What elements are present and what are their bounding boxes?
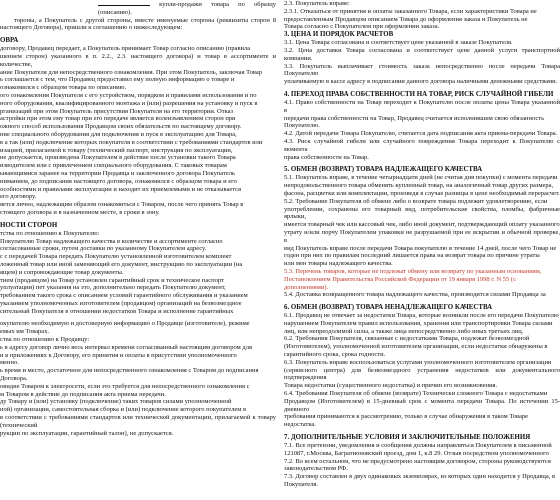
text-line: употреблении, сохранены его товарный вид, потребительские свойства, пломбы, фабричные ярлыки,: [284, 205, 560, 221]
text-line: годен при них по правилам последний лишается права на возврат товара по причине утраты: [284, 252, 540, 260]
text-line: окупателю необходимую и достоверную информацию о Продавце (изготовителе), режиме: [0, 320, 250, 328]
text-line: стоящего договора и в назначенном месте, в сроки в зону.: [0, 208, 160, 216]
text-line: ь соглашается с тем, что Продавец предоставил ему полную информацию о товаре и: [0, 76, 235, 84]
section-7-body: [284, 442, 560, 489]
text-line: ого ознакомления Покупателя с его устройством, порядком и правилами использования и по: [0, 91, 257, 99]
text-line: 4.1. Право собственности на Товар переходит к Покупателю после оплаты цены Товара указанной в: [284, 98, 560, 114]
text-line: 3.1. Цена Товара согласована и соответствует цене указанной в заказе Покупателя.: [284, 39, 513, 47]
text-line: с с передачей Товара передать Покупателю установленной изготовителем комплект: [0, 253, 232, 261]
text-line: ложенный товар или иной заменяющий его документ, инструкцию по эксплуатации (на: [0, 260, 243, 268]
text-line: Товара недостатки (существенного недостатка) и причин его возникновения.: [284, 382, 498, 390]
text-line: Товара согласно с Покупателем при оформлении заказа.: [284, 23, 440, 31]
text-line: тства по отношению к Покупателю:: [0, 229, 100, 237]
text-line: 5.1. Покупатель вправе, в течение четырнадцати дней (не считая дня покупки) с момента передачи: [284, 174, 558, 182]
text-line: яется лично, надлежащим образом ознакомиться с Товаром, после чего принять Товар в: [0, 201, 244, 209]
text-line: уплачиваемую в кассе адресу в подписании данного договора наличными денежными средствами.: [284, 78, 558, 86]
section-4-body: [284, 99, 560, 161]
text-line: ние специального оборудования для подключения и пуск в эксплуатацию для Товара,: [0, 130, 237, 138]
text-line: имеется товарный чек или кассовый чек, либо иной документ, подтверждающий оплату указанного: [284, 221, 560, 229]
text-line: изацией, прилагаемой к товару (технический паспорт, инструкция по эксплуатации,: [0, 146, 233, 154]
text-line: сительный Покупателя в отношении недостатков Товара и исполнение гарантийных: [0, 307, 234, 315]
text-line: изводителем или с привлечением специального оборудования. С таковых товарам: [0, 162, 227, 170]
text-line: требования принимаются к рассмотрению, только в случае обнаружения в таком Товаре: [284, 413, 529, 421]
text-line: ду Товару и (или) установку (подключение) таких товаров силами уполномоченной: [0, 398, 232, 406]
text-line: 6.2. Требования Покупателя, связанные с недостатками Товара, подлежат безвозмездной: [284, 335, 530, 343]
text-line: 5.3. Перечень товаров, которые не подлежат обмену или возврату по указанным основаниям,: [284, 267, 542, 275]
text-line: емых им Товарах.: [0, 328, 50, 336]
text-line: 6.3. Покупатель вправе воспользоваться услугами уполномоченного изготовителем организации: [284, 358, 552, 366]
text-line: м Товаром в действие до подписания акта приема передачи.: [0, 390, 166, 398]
document-title-line: [0, 0, 276, 17]
text-line: овидие Товаром к электросети, если это требуется для непосредственного ознакомления с: [0, 382, 250, 390]
text-line: 2.3.1. Отказаться от принятия и оплаты заказанного Товара, если характеристики Товара не: [284, 7, 537, 15]
text-line: Постановлением Правительства Российской Федерации от 19 января 1998 г. N 55 (с: [284, 275, 516, 283]
text-line: менно.: [0, 359, 19, 367]
text-line: нарушением Покупателем правил использования, хранения или транспортировки Товара силами: [284, 319, 553, 327]
text-line: договору, Продавец передает, а Покупатель принимает Товар согласно описанию (правила: [0, 45, 251, 53]
text-line: права собственности на Товар.: [284, 153, 369, 161]
text-line: 7.1. Все претензии, уведомления и сообщения должны направляться Покупателем в письменной: [284, 442, 552, 450]
text-line: ывающимися заранее на территории Продавца и заключенного договора Покупатель: [0, 169, 235, 177]
text-line: ного оборудования, квалифицированного монтажа и (или) разрешения на установку и пуск в: [0, 99, 258, 107]
text-line: согласованные сроки, путем доставки по указанному Покупателем адресу.: [0, 245, 207, 253]
right-column: [284, 0, 560, 500]
text-line: ства по отношению к Продавцу:: [0, 336, 90, 344]
text-line: ание Покупателя для непосредственного ознакомления. При этом Покупатель, заключая Товар: [0, 68, 263, 76]
text-line: фасона, расцветки или комплектации, произведя в случае разницы в цене необходимый перерасчет.: [284, 189, 560, 197]
text-line: уплуатации) пет указания на это, дополнительно передать Покупателю документ,: [0, 284, 226, 292]
text-line: Покупателю.: [284, 122, 320, 130]
section-2-heading: НОСТИ СТОРОН: [0, 221, 58, 229]
text-line: шением сторон) указанного в п. 2.2., 2.3. настоящего договора) и товар в ассортименте и количестве,: [0, 52, 276, 68]
text-line: 3.3. Покупатель выплачивает стоимость заказа непосредственно после передачи Товара Покупателю: [284, 62, 560, 78]
section-6-heading: 6. ОБМЕН (ВОЗВРАТ) ТОВАРА НЕНАДЛЕЖАЩЕГО КАЧЕСТВА: [284, 304, 493, 312]
text-line: рукции по эксплуатации, гарантийный талон), не допускается.: [0, 429, 174, 437]
text-line: передачи права собственности на Товар, Продавец считается исполнившим свою обязанность: [284, 114, 545, 122]
text-line: не допускается, произведена Покупателем в действие после установки такого Товара: [0, 154, 236, 162]
text-line: ь время и место, достаточное для непосредственного ознакомления с Товаром до подписания: [0, 367, 259, 375]
text-line: и в приложениях к Договору, его принятия и оплаты в присутствии уполномоченного: [0, 351, 237, 359]
text-line: 7.2. Во всем остальном, что не предусмотрено настоящим договором, стороны руководствуются: [284, 457, 551, 465]
text-line: Продавцом (Изготовителем) в 15-дневный срок с момента передачи Товара. По истечении 15-дневного: [284, 397, 560, 413]
text-line: предоставленным Продавцом описанием Товара до оформления заказа и Покупатель не: [284, 15, 528, 23]
section-2-body-cont: [0, 320, 276, 437]
text-line: законодательством РФ.: [284, 465, 348, 473]
text-line: (сервисного центра) для безвозмездного устранения недостатков или документального подтверждения: [284, 366, 560, 382]
text-line: в соответствии с требованиями стандартов или технической документации, прилагаемой к товару (технический: [0, 414, 276, 429]
text-line: указанием уполномоченных изготовителем (продавцом) организаций на безвозмездное: [0, 299, 242, 307]
text-line: тием (продавцом) на Товар установлен гарантийный срок и техническое паспорт: [0, 276, 224, 284]
text-line: недостатка.: [284, 421, 316, 429]
text-line: лиц, или непреодолимой силы, а также лица непосредственно либо иных третьих лиц.: [284, 327, 524, 335]
document-title: купли-продажи товара по образцу (описанию).: [98, 1, 276, 16]
text-line: Покупателю Товар надлежащего качества в количестве и ассортименте согласно: [0, 237, 223, 245]
text-line: непродовольственного товара обменять купленный товар, на аналогичный товар других размера,: [284, 182, 554, 190]
text-line: ь в адресу договор лично весь интервал времени согласованный настоящим договором для: [0, 343, 252, 351]
section-1-body: [0, 45, 276, 217]
text-line: ожного способ использования Продавцом своих обязательств по настоящему договору.: [0, 123, 242, 131]
intro-paragraph: тороны, а Покупатель с другой стороны, вместе именуемые стороны (реквизиты сторон 8 настоящего Договора), пришли к соглашению о нижеследующем:: [0, 16, 276, 32]
text-line: 6.4. Требования Покупателя об обмене (возврате) Технически сложного Товара с недостатками: [284, 390, 548, 398]
text-line: в а так (или) подключение которых покупателя в соответствии с требованиями стандартов или: [0, 138, 263, 146]
text-line: его договору.: [0, 193, 37, 201]
left-column: [0, 0, 276, 500]
section-4-heading: 4. ПЕРЕХОД ПРАВА СОБСТВЕННОСТИ НА ТОВАР, РИСК СЛУЧАЙНОЙ ГИБЕЛИ: [284, 90, 554, 98]
text-line: 7.3. Договор составлен в двух одинаковых экземплярах, из которых один находится у Продавца, в: [284, 473, 556, 481]
text-line: 2.3. Покупатель вправе:: [284, 0, 350, 7]
section-7-heading: 7. ДОПОЛНИТЕЛЬНЫЕ УСЛОВИЯ И ЗАКЛЮЧИТЕЛЬНЫЕ ПОЛОЖЕНИЯ: [284, 434, 531, 442]
text-line: 6.1. Продавец не отвечает за недостатки Товара, которые возникли после его передачи Покупателю: [284, 312, 559, 320]
section-5-highlighted: [284, 268, 560, 291]
text-line: рганизаций при этом Покупатель присутствия Покупателя на его территории. Отказ: [0, 107, 234, 115]
section-3-heading: 3. ЦЕНА И ПОРЯДОК РАСЧЕТОВ: [284, 31, 394, 39]
title-blank-field: [98, 0, 150, 6]
section-2-body: [0, 230, 276, 316]
text-line: (Изготовителем), уполномоченной изготовителем организации, если недостатки обнаружены в: [284, 343, 548, 351]
text-line: или мен товары надлежащего качества.: [284, 260, 393, 268]
text-line: 4.3. Риск случайной гибели или случайного повреждения Товара переходит к Покупателю с момента: [284, 137, 560, 153]
text-line: особностями и правилами эксплуатации и находит их приемлемыми и не отказывается: [0, 185, 242, 193]
section-5-body: [284, 174, 560, 268]
text-line: ознакомился с образцом товара по описанию.: [0, 84, 127, 92]
text-line: Договора.: [0, 375, 28, 383]
section-3-body: [284, 39, 560, 86]
text-line: астройки при этом ему товар при его передаче является волеизъявлением сторон при: [0, 115, 236, 123]
text-line: 3.2. Цена доставки Товара согласована и соответствует цене данной услуги транспортной компании.: [284, 46, 560, 62]
text-line: требованием такого срока с описанием условий гарантийного обслуживания и указанием: [0, 292, 248, 300]
text-line: 4.2. Датой передачи Товара Покупателю, считается дата подписания акта приема-передачи Товара.: [284, 130, 558, 138]
text-line: дополнениями).: [284, 283, 329, 291]
section-6-body: [284, 312, 560, 429]
text-line: ящем) и сопровождающие товар документы.: [0, 268, 124, 276]
section-1-heading: ОВРА: [0, 37, 19, 45]
text-line: вид Покупатель вправе после передачи Товара покупателю в течение 14 дней, после чего Товар не: [284, 244, 557, 252]
text-line: ниманием, до подписания настоящего договора, ознакомился с образцом товара и его: [0, 177, 237, 185]
section-2-3-body: [284, 0, 560, 31]
text-line: ной) организации, самостоятельная сборка и (или) подключение которого покупателем в: [0, 406, 247, 414]
text-line: Покупателя.: [284, 481, 319, 489]
section-5-end: 5.4. Доставка возвращенного товара надлежащего качества, производится силами Продавца за: [284, 291, 546, 299]
text-line: 121087, г.Москва, Багратионовский проезд, дом 1, к.8 29. Отзыв посредством уполномоченного: [284, 449, 549, 457]
text-line: утрату и/или порчу Покупателем упаковки не разрушаемой при ее вскрытии и обычной проверке, в: [284, 228, 560, 244]
section-5-heading: 5. ОБМЕН (ВОЗВРАТ) ТОВАРА НАДЛЕЖАЩЕГО КАЧЕСТВА: [284, 166, 483, 174]
text-line: 5.2. Требование Покупателя об обмене либо о возврате товара подлежит удовлетворению, если: [284, 197, 548, 205]
text-line: гарантийного срока, срока годности.: [284, 351, 386, 359]
